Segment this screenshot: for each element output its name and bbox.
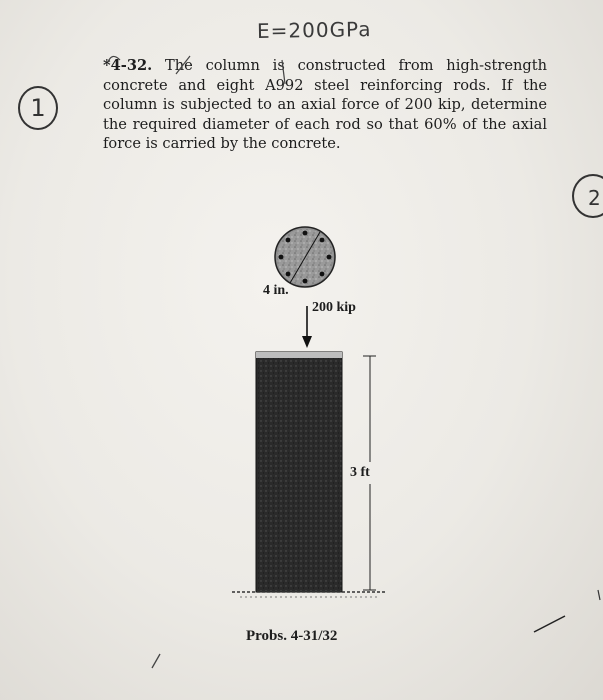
- problem-text: The column is constructed from high-strength concrete and eight A992 steel reinforcing rods. If the column is subjected to an axial force of 200 kip, determine the required diameter of each rod so that 60% of the axial force is carried by the concrete.: [103, 57, 547, 152]
- height-label: 3 ft: [350, 465, 370, 480]
- circled-number: 1: [30, 94, 46, 122]
- cross-section: [275, 227, 335, 287]
- steel-rod: [327, 255, 332, 260]
- handwritten-modulus-note: E=200GPa: [256, 17, 372, 43]
- pen-mark: [152, 654, 160, 668]
- figure-caption: Probs. 4-31/32: [246, 628, 338, 644]
- pen-mark: [282, 60, 285, 84]
- column-body: [256, 352, 342, 592]
- steel-rod: [286, 238, 291, 243]
- load-arrow: [302, 306, 312, 348]
- pen-mark: [598, 590, 600, 600]
- pen-mark: [176, 56, 190, 74]
- steel-rod: [303, 231, 308, 236]
- column-top-cap: [256, 352, 342, 358]
- steel-rod: [279, 255, 284, 260]
- pen-mark: [108, 56, 120, 62]
- circled-number: 2: [588, 186, 601, 210]
- pen-mark: [534, 616, 565, 632]
- load-label: 200 kip: [312, 300, 356, 315]
- steel-rod: [286, 272, 291, 277]
- problem-number: *4-32.: [103, 57, 153, 74]
- steel-rod: [303, 279, 308, 284]
- diameter-label: 4 in.: [263, 283, 289, 298]
- steel-rod: [320, 238, 325, 243]
- steel-rod: [320, 272, 325, 277]
